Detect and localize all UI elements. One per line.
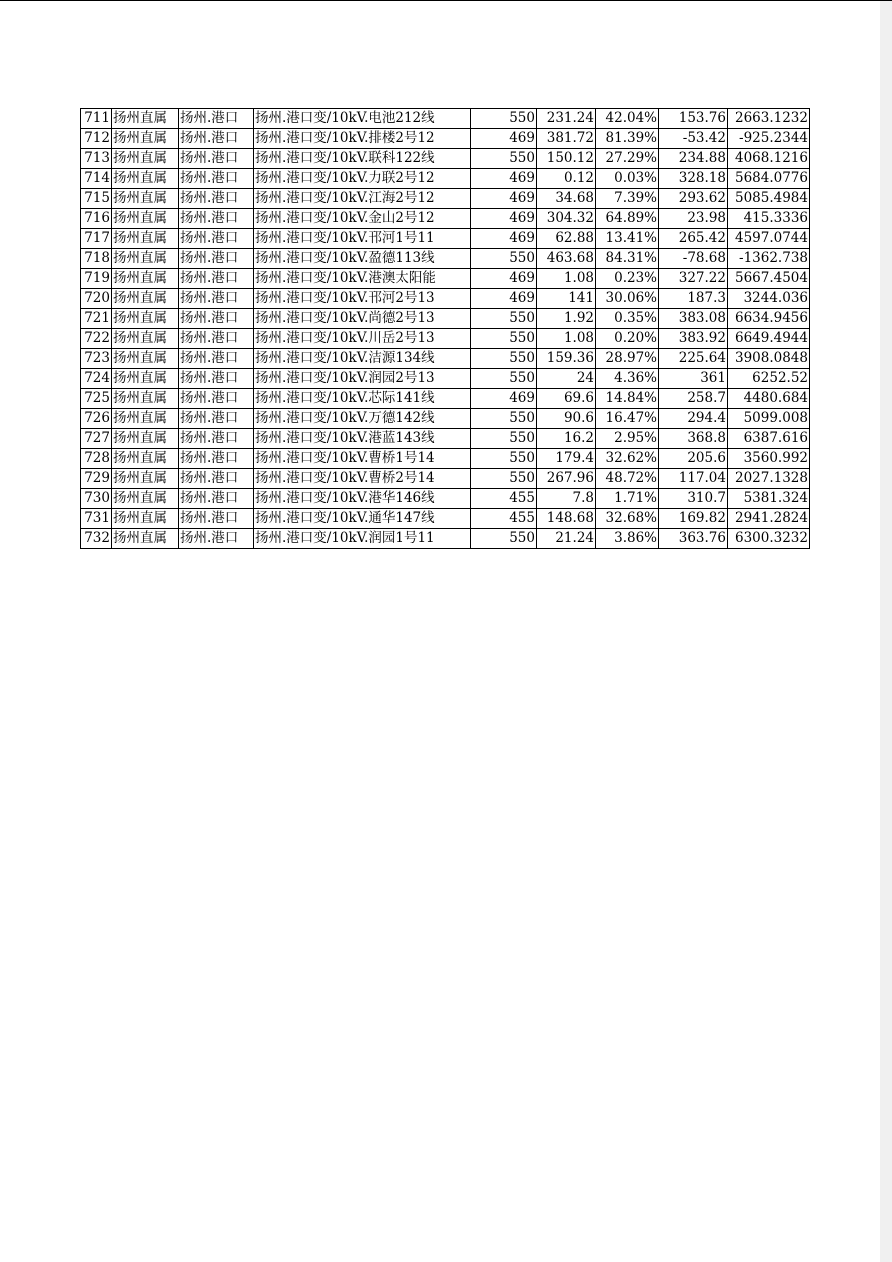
cell-substation: 扬州.港口 — [179, 389, 254, 409]
cell-load-rate: 7.39% — [596, 189, 659, 209]
cell-district: 扬州直属 — [112, 369, 179, 389]
cell-load-rate: 42.04% — [596, 109, 659, 129]
cell-line-name: 扬州.港口变/10kV.联科122线 — [254, 149, 471, 169]
cell-load: 7.8 — [537, 489, 596, 509]
cell-margin-value: 5099.008 — [728, 409, 810, 429]
cell-substation: 扬州.港口 — [179, 289, 254, 309]
cell-margin: 117.04 — [659, 469, 728, 489]
table-row — [81, 429, 810, 449]
cell-substation: 扬州.港口 — [179, 309, 254, 329]
cell-row-number: 730 — [81, 489, 112, 509]
cell-margin: 361 — [659, 369, 728, 389]
cell-margin-value: 5085.4984 — [728, 189, 810, 209]
cell-load-rate: 32.62% — [596, 449, 659, 469]
cell-substation: 扬州.港口 — [179, 369, 254, 389]
cell-substation: 扬州.港口 — [179, 249, 254, 269]
table-row — [81, 449, 810, 469]
cell-line-name: 扬州.港口变/10kV.川岳2号13 — [254, 329, 471, 349]
cell-substation: 扬州.港口 — [179, 129, 254, 149]
table-row — [81, 229, 810, 249]
table-row — [81, 409, 810, 429]
table-row — [81, 129, 810, 149]
cell-load-rate: 0.03% — [596, 169, 659, 189]
cell-margin-value: 3244.036 — [728, 289, 810, 309]
cell-load: 24 — [537, 369, 596, 389]
cell-row-number: 720 — [81, 289, 112, 309]
cell-load: 267.96 — [537, 469, 596, 489]
cell-district: 扬州直属 — [112, 189, 179, 209]
cell-load: 1.92 — [537, 309, 596, 329]
cell-load: 16.2 — [537, 429, 596, 449]
cell-line-name: 扬州.港口变/10kV.通华147线 — [254, 509, 471, 529]
cell-load-rate: 48.72% — [596, 469, 659, 489]
cell-substation: 扬州.港口 — [179, 409, 254, 429]
cell-district: 扬州直属 — [112, 349, 179, 369]
cell-substation: 扬州.港口 — [179, 109, 254, 129]
cell-district: 扬州直属 — [112, 449, 179, 469]
cell-district: 扬州直属 — [112, 109, 179, 129]
cell-row-number: 717 — [81, 229, 112, 249]
table-row — [81, 309, 810, 329]
cell-margin-value: -925.2344 — [728, 129, 810, 149]
cell-margin: 187.3 — [659, 289, 728, 309]
cell-substation: 扬州.港口 — [179, 529, 254, 549]
cell-margin-value: 5684.0776 — [728, 169, 810, 189]
table-row — [81, 209, 810, 229]
cell-line-name: 扬州.港口变/10kV.尚德2号13 — [254, 309, 471, 329]
cell-margin-value: -1362.738 — [728, 249, 810, 269]
cell-margin: 294.4 — [659, 409, 728, 429]
cell-district: 扬州直属 — [112, 429, 179, 449]
data-table — [80, 108, 810, 549]
cell-margin-value: 5381.324 — [728, 489, 810, 509]
cell-district: 扬州直属 — [112, 129, 179, 149]
cell-load-rate: 3.86% — [596, 529, 659, 549]
table-row — [81, 469, 810, 489]
cell-load: 148.68 — [537, 509, 596, 529]
cell-margin: 328.18 — [659, 169, 728, 189]
cell-line-name: 扬州.港口变/10kV.港澳太阳能 — [254, 269, 471, 289]
cell-margin: 310.7 — [659, 489, 728, 509]
cell-row-number: 726 — [81, 409, 112, 429]
cell-margin-value: 6634.9456 — [728, 309, 810, 329]
cell-margin: 153.76 — [659, 109, 728, 129]
cell-load: 159.36 — [537, 349, 596, 369]
cell-margin: 23.98 — [659, 209, 728, 229]
cell-load: 463.68 — [537, 249, 596, 269]
table-row — [81, 509, 810, 529]
cell-row-number: 725 — [81, 389, 112, 409]
cell-load: 69.6 — [537, 389, 596, 409]
page-top-border — [0, 0, 892, 1]
cell-margin-value: 6300.3232 — [728, 529, 810, 549]
cell-district: 扬州直属 — [112, 169, 179, 189]
cell-district: 扬州直属 — [112, 389, 179, 409]
cell-load: 179.4 — [537, 449, 596, 469]
cell-substation: 扬州.港口 — [179, 449, 254, 469]
cell-line-name: 扬州.港口变/10kV.电池212线 — [254, 109, 471, 129]
cell-capacity: 469 — [471, 189, 537, 209]
cell-substation: 扬州.港口 — [179, 209, 254, 229]
cell-capacity: 550 — [471, 349, 537, 369]
cell-margin-value: 3908.0848 — [728, 349, 810, 369]
cell-margin: -78.68 — [659, 249, 728, 269]
cell-load-rate: 4.36% — [596, 369, 659, 389]
cell-line-name: 扬州.港口变/10kV.港蓝143线 — [254, 429, 471, 449]
cell-margin: 225.64 — [659, 349, 728, 369]
cell-substation: 扬州.港口 — [179, 269, 254, 289]
cell-margin: 258.7 — [659, 389, 728, 409]
cell-load: 90.6 — [537, 409, 596, 429]
cell-margin: 265.42 — [659, 229, 728, 249]
cell-margin-value: 6649.4944 — [728, 329, 810, 349]
cell-load-rate: 0.35% — [596, 309, 659, 329]
cell-substation: 扬州.港口 — [179, 329, 254, 349]
cell-row-number: 722 — [81, 329, 112, 349]
cell-load-rate: 64.89% — [596, 209, 659, 229]
cell-district: 扬州直属 — [112, 249, 179, 269]
cell-margin: -53.42 — [659, 129, 728, 149]
cell-load: 1.08 — [537, 269, 596, 289]
cell-row-number: 716 — [81, 209, 112, 229]
page-edge-strip — [880, 1, 892, 1262]
cell-margin-value: 2663.1232 — [728, 109, 810, 129]
cell-load-rate: 84.31% — [596, 249, 659, 269]
table-row — [81, 109, 810, 129]
cell-district: 扬州直属 — [112, 469, 179, 489]
table-row — [81, 149, 810, 169]
cell-line-name: 扬州.港口变/10kV.盈德113线 — [254, 249, 471, 269]
cell-row-number: 728 — [81, 449, 112, 469]
cell-row-number: 712 — [81, 129, 112, 149]
cell-line-name: 扬州.港口变/10kV.港华146线 — [254, 489, 471, 509]
cell-district: 扬州直属 — [112, 289, 179, 309]
table-body — [81, 109, 810, 549]
table-row — [81, 369, 810, 389]
cell-capacity: 550 — [471, 449, 537, 469]
cell-capacity: 550 — [471, 529, 537, 549]
table-row — [81, 269, 810, 289]
cell-line-name: 扬州.港口变/10kV.力联2号12 — [254, 169, 471, 189]
cell-load-rate: 1.71% — [596, 489, 659, 509]
cell-margin-value: 4068.1216 — [728, 149, 810, 169]
cell-substation: 扬州.港口 — [179, 189, 254, 209]
cell-load-rate: 14.84% — [596, 389, 659, 409]
cell-margin-value: 5667.4504 — [728, 269, 810, 289]
cell-margin-value: 2027.1328 — [728, 469, 810, 489]
table-row — [81, 189, 810, 209]
cell-margin-value: 415.3336 — [728, 209, 810, 229]
cell-capacity: 550 — [471, 109, 537, 129]
cell-load: 231.24 — [537, 109, 596, 129]
cell-row-number: 715 — [81, 189, 112, 209]
cell-line-name: 扬州.港口变/10kV.曹桥1号14 — [254, 449, 471, 469]
cell-margin: 368.8 — [659, 429, 728, 449]
cell-margin-value: 3560.992 — [728, 449, 810, 469]
cell-district: 扬州直属 — [112, 529, 179, 549]
table-row — [81, 169, 810, 189]
cell-load-rate: 13.41% — [596, 229, 659, 249]
cell-substation: 扬州.港口 — [179, 489, 254, 509]
cell-capacity: 550 — [471, 369, 537, 389]
cell-line-name: 扬州.港口变/10kV.邗河2号13 — [254, 289, 471, 309]
cell-margin-value: 4480.684 — [728, 389, 810, 409]
table-row — [81, 389, 810, 409]
cell-capacity: 469 — [471, 209, 537, 229]
cell-district: 扬州直属 — [112, 229, 179, 249]
cell-substation: 扬州.港口 — [179, 429, 254, 449]
cell-capacity: 550 — [471, 409, 537, 429]
cell-row-number: 714 — [81, 169, 112, 189]
table-row — [81, 249, 810, 269]
cell-row-number: 718 — [81, 249, 112, 269]
cell-capacity: 455 — [471, 489, 537, 509]
cell-margin-value: 2941.2824 — [728, 509, 810, 529]
cell-capacity: 469 — [471, 289, 537, 309]
cell-row-number: 731 — [81, 509, 112, 529]
cell-row-number: 723 — [81, 349, 112, 369]
cell-load: 381.72 — [537, 129, 596, 149]
cell-load-rate: 32.68% — [596, 509, 659, 529]
cell-capacity: 469 — [471, 269, 537, 289]
cell-substation: 扬州.港口 — [179, 509, 254, 529]
cell-row-number: 719 — [81, 269, 112, 289]
cell-margin: 205.6 — [659, 449, 728, 469]
cell-capacity: 550 — [471, 149, 537, 169]
cell-line-name: 扬州.港口变/10kV.排楼2号12 — [254, 129, 471, 149]
cell-district: 扬州直属 — [112, 269, 179, 289]
cell-capacity: 550 — [471, 329, 537, 349]
cell-line-name: 扬州.港口变/10kV.润园1号11 — [254, 529, 471, 549]
cell-load-rate: 0.20% — [596, 329, 659, 349]
cell-capacity: 550 — [471, 249, 537, 269]
cell-capacity: 469 — [471, 169, 537, 189]
cell-district: 扬州直属 — [112, 509, 179, 529]
cell-line-name: 扬州.港口变/10kV.万德142线 — [254, 409, 471, 429]
table-row — [81, 349, 810, 369]
cell-capacity: 455 — [471, 509, 537, 529]
cell-load: 141 — [537, 289, 596, 309]
cell-load: 150.12 — [537, 149, 596, 169]
cell-capacity: 469 — [471, 129, 537, 149]
cell-load-rate: 28.97% — [596, 349, 659, 369]
cell-load-rate: 16.47% — [596, 409, 659, 429]
cell-row-number: 724 — [81, 369, 112, 389]
cell-load-rate: 81.39% — [596, 129, 659, 149]
table-row — [81, 329, 810, 349]
cell-substation: 扬州.港口 — [179, 149, 254, 169]
cell-row-number: 721 — [81, 309, 112, 329]
cell-district: 扬州直属 — [112, 329, 179, 349]
cell-substation: 扬州.港口 — [179, 229, 254, 249]
table-row — [81, 289, 810, 309]
cell-load: 1.08 — [537, 329, 596, 349]
cell-load: 62.88 — [537, 229, 596, 249]
cell-line-name: 扬州.港口变/10kV.邗河1号11 — [254, 229, 471, 249]
cell-line-name: 扬州.港口变/10kV.金山2号12 — [254, 209, 471, 229]
cell-district: 扬州直属 — [112, 489, 179, 509]
cell-margin: 363.76 — [659, 529, 728, 549]
cell-row-number: 729 — [81, 469, 112, 489]
cell-load: 21.24 — [537, 529, 596, 549]
table-row — [81, 529, 810, 549]
cell-margin: 327.22 — [659, 269, 728, 289]
cell-district: 扬州直属 — [112, 409, 179, 429]
cell-load-rate: 0.23% — [596, 269, 659, 289]
cell-line-name: 扬州.港口变/10kV.润园2号13 — [254, 369, 471, 389]
cell-load: 0.12 — [537, 169, 596, 189]
cell-margin-value: 4597.0744 — [728, 229, 810, 249]
cell-line-name: 扬州.港口变/10kV.江海2号12 — [254, 189, 471, 209]
cell-load-rate: 27.29% — [596, 149, 659, 169]
cell-row-number: 713 — [81, 149, 112, 169]
cell-load: 34.68 — [537, 189, 596, 209]
cell-line-name: 扬州.港口变/10kV.洁源134线 — [254, 349, 471, 369]
cell-substation: 扬州.港口 — [179, 349, 254, 369]
cell-district: 扬州直属 — [112, 149, 179, 169]
cell-capacity: 550 — [471, 429, 537, 449]
cell-substation: 扬州.港口 — [179, 469, 254, 489]
cell-margin-value: 6252.52 — [728, 369, 810, 389]
cell-district: 扬州直属 — [112, 309, 179, 329]
cell-margin: 234.88 — [659, 149, 728, 169]
cell-margin: 293.62 — [659, 189, 728, 209]
cell-margin: 383.92 — [659, 329, 728, 349]
cell-capacity: 469 — [471, 229, 537, 249]
cell-load-rate: 30.06% — [596, 289, 659, 309]
cell-row-number: 711 — [81, 109, 112, 129]
cell-substation: 扬州.港口 — [179, 169, 254, 189]
cell-line-name: 扬州.港口变/10kV.芯际141线 — [254, 389, 471, 409]
cell-row-number: 727 — [81, 429, 112, 449]
cell-margin: 383.08 — [659, 309, 728, 329]
cell-capacity: 550 — [471, 309, 537, 329]
cell-line-name: 扬州.港口变/10kV.曹桥2号14 — [254, 469, 471, 489]
cell-row-number: 732 — [81, 529, 112, 549]
cell-margin: 169.82 — [659, 509, 728, 529]
cell-load: 304.32 — [537, 209, 596, 229]
cell-margin-value: 6387.616 — [728, 429, 810, 449]
cell-capacity: 469 — [471, 389, 537, 409]
cell-load-rate: 2.95% — [596, 429, 659, 449]
cell-district: 扬州直属 — [112, 209, 179, 229]
cell-capacity: 550 — [471, 469, 537, 489]
table-row — [81, 489, 810, 509]
